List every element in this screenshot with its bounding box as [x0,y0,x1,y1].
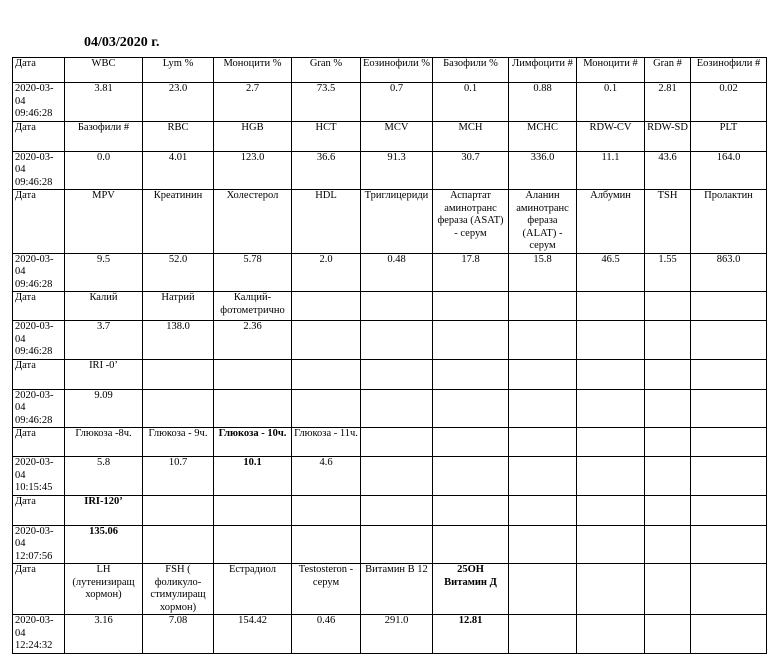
parameter-value-cell [292,321,361,360]
parameter-value-cell [645,457,691,496]
parameter-name-cell: Албумин [577,190,645,254]
parameter-name-cell [143,359,214,389]
parameter-name-cell [577,292,645,321]
parameter-value-cell [433,457,509,496]
parameter-name-cell [577,359,645,389]
parameter-name-cell: HGB [214,121,292,151]
parameter-value-cell: 336.0 [509,151,577,190]
parameter-value-cell [577,389,645,428]
parameter-name-cell: Gran % [292,58,361,83]
parameter-value-cell [577,525,645,564]
parameter-name-cell: Калий [65,292,143,321]
parameter-name-cell: WBC [65,58,143,83]
table-header-row [13,190,767,254]
date-label-cell: Дата [13,495,65,525]
parameter-name-cell [509,359,577,389]
parameter-name-cell [433,428,509,457]
parameter-name-cell [509,564,577,615]
parameter-name-cell [645,495,691,525]
parameter-name-cell: PLT [691,121,767,151]
parameter-name-cell: RBC [143,121,214,151]
parameter-value-cell [691,389,767,428]
date-label-cell: Дата [13,564,65,615]
parameter-value-cell: 23.0 [143,83,214,122]
parameter-value-cell: 4.01 [143,151,214,190]
parameter-value-cell [691,615,767,654]
parameter-name-cell [433,495,509,525]
table-value-row [13,321,767,360]
parameter-value-cell: 30.7 [433,151,509,190]
parameter-value-cell: 0.7 [361,83,433,122]
table-header-row [13,564,767,615]
parameter-value-cell [292,389,361,428]
parameter-name-cell [509,428,577,457]
parameter-name-cell: MCHC [509,121,577,151]
parameter-value-cell: 46.5 [577,253,645,292]
parameter-value-cell [509,525,577,564]
parameter-value-cell [645,389,691,428]
parameter-name-cell [691,428,767,457]
parameter-value-cell: 15.8 [509,253,577,292]
table-header-row [13,58,767,83]
table-value-row [13,151,767,190]
parameter-name-cell: Глюкоза - 10ч. [214,428,292,457]
parameter-value-cell [509,389,577,428]
parameter-value-cell [143,389,214,428]
parameter-name-cell [691,564,767,615]
parameter-value-cell: 7.08 [143,615,214,654]
parameter-name-cell: Креатинин [143,190,214,254]
parameter-value-cell: 43.6 [645,151,691,190]
parameter-value-cell [645,525,691,564]
parameter-name-cell: Витамин В 12 [361,564,433,615]
parameter-value-cell [143,525,214,564]
parameter-name-cell [433,359,509,389]
table-value-row [13,83,767,122]
parameter-value-cell: 12.81 [433,615,509,654]
parameter-name-cell: Еозинофили % [361,58,433,83]
parameter-name-cell [645,564,691,615]
parameter-name-cell: Базофили % [433,58,509,83]
parameter-value-cell: 36.6 [292,151,361,190]
parameter-name-cell: 25ОН Витамин Д [433,564,509,615]
parameter-name-cell: Lym % [143,58,214,83]
parameter-name-cell: Моноцити % [214,58,292,83]
date-label-cell: Дата [13,359,65,389]
date-label-cell: Дата [13,292,65,321]
parameter-name-cell: Глюкоза - 11ч. [292,428,361,457]
parameter-name-cell: IRI-120’ [65,495,143,525]
parameter-value-cell [691,525,767,564]
parameter-value-cell: 9.5 [65,253,143,292]
parameter-value-cell [361,457,433,496]
parameter-name-cell: HDL [292,190,361,254]
parameter-name-cell: Лимфоцити # [509,58,577,83]
parameter-value-cell [645,615,691,654]
parameter-value-cell [361,321,433,360]
date-cell: 2020-03-04 10:15:45 [13,457,65,496]
parameter-value-cell: 2.0 [292,253,361,292]
parameter-value-cell: 164.0 [691,151,767,190]
parameter-value-cell: 2.81 [645,83,691,122]
report-title: 04/03/2020 г. [84,35,160,50]
parameter-name-cell [577,495,645,525]
parameter-value-cell: 0.88 [509,83,577,122]
parameter-value-cell [509,615,577,654]
date-label-cell: Дата [13,428,65,457]
parameter-name-cell [214,495,292,525]
parameter-name-cell: Естрадиол [214,564,292,615]
parameter-value-cell [645,321,691,360]
parameter-value-cell: 11.1 [577,151,645,190]
parameter-name-cell [509,292,577,321]
table-header-row [13,292,767,321]
date-cell: 2020-03-04 09:46:28 [13,321,65,360]
parameter-name-cell [143,495,214,525]
table-value-row [13,457,767,496]
date-label-cell: Дата [13,121,65,151]
parameter-value-cell: 0.1 [433,83,509,122]
parameter-value-cell [361,389,433,428]
parameter-value-cell: 138.0 [143,321,214,360]
parameter-value-cell [292,525,361,564]
parameter-name-cell: Глюкоза - 9ч. [143,428,214,457]
parameter-name-cell [645,359,691,389]
parameter-name-cell [691,495,767,525]
parameter-name-cell [214,359,292,389]
parameter-value-cell: 1.55 [645,253,691,292]
parameter-name-cell [292,495,361,525]
parameter-value-cell: 291.0 [361,615,433,654]
parameter-value-cell: 2.7 [214,83,292,122]
lab-results-table [12,57,767,654]
parameter-value-cell: 10.7 [143,457,214,496]
parameter-value-cell: 0.48 [361,253,433,292]
parameter-value-cell: 17.8 [433,253,509,292]
date-label-cell: Дата [13,58,65,83]
parameter-name-cell [509,495,577,525]
parameter-name-cell: Калций-фотометрично [214,292,292,321]
parameter-value-cell: 123.0 [214,151,292,190]
parameter-value-cell [433,321,509,360]
parameter-value-cell [509,321,577,360]
parameter-value-cell: 154.42 [214,615,292,654]
parameter-name-cell [361,292,433,321]
parameter-value-cell: 135.06 [65,525,143,564]
parameter-name-cell: Аспартат аминотранс фераза (ASAT) - серум [433,190,509,254]
parameter-value-cell: 4.6 [292,457,361,496]
date-label-cell: Дата [13,190,65,254]
parameter-value-cell: 0.46 [292,615,361,654]
parameter-value-cell [361,525,433,564]
date-cell: 2020-03-04 12:07:56 [13,525,65,564]
parameter-value-cell [577,615,645,654]
table-value-row [13,389,767,428]
table-value-row [13,525,767,564]
table-header-row [13,359,767,389]
parameter-value-cell [577,457,645,496]
parameter-name-cell: Gran # [645,58,691,83]
parameter-name-cell: Триглицериди [361,190,433,254]
parameter-name-cell [433,292,509,321]
parameter-name-cell: IRI -0’ [65,359,143,389]
parameter-name-cell: Натрий [143,292,214,321]
parameter-name-cell: Аланин аминотранс фераза (ALAT) - серум [509,190,577,254]
table-header-row [13,121,767,151]
parameter-name-cell [645,292,691,321]
parameter-name-cell: Еозинофили # [691,58,767,83]
parameter-value-cell: 91.3 [361,151,433,190]
parameter-value-cell [433,525,509,564]
parameter-value-cell: 9.09 [65,389,143,428]
parameter-value-cell: 0.02 [691,83,767,122]
parameter-value-cell: 2.36 [214,321,292,360]
parameter-name-cell [645,428,691,457]
parameter-name-cell: LH (лутенизиращ хормон) [65,564,143,615]
parameter-value-cell: 863.0 [691,253,767,292]
parameter-value-cell: 3.81 [65,83,143,122]
parameter-value-cell [214,389,292,428]
parameter-value-cell [509,457,577,496]
table-value-row [13,253,767,292]
parameter-name-cell: TSH [645,190,691,254]
parameter-value-cell [214,525,292,564]
parameter-name-cell [292,292,361,321]
table-header-row [13,428,767,457]
parameter-name-cell: Холестерол [214,190,292,254]
date-cell: 2020-03-04 09:46:28 [13,151,65,190]
parameter-name-cell: MPV [65,190,143,254]
parameter-value-cell: 5.8 [65,457,143,496]
parameter-name-cell [577,428,645,457]
parameter-name-cell [361,428,433,457]
parameter-value-cell: 3.16 [65,615,143,654]
date-cell: 2020-03-04 09:46:28 [13,83,65,122]
parameter-name-cell [577,564,645,615]
parameter-name-cell: Глюкоза -8ч. [65,428,143,457]
parameter-value-cell: 52.0 [143,253,214,292]
parameter-name-cell: Пролактин [691,190,767,254]
parameter-name-cell [691,292,767,321]
parameter-name-cell: MCH [433,121,509,151]
parameter-name-cell [292,359,361,389]
parameter-name-cell: MCV [361,121,433,151]
date-cell: 2020-03-04 09:46:28 [13,389,65,428]
parameter-value-cell: 10.1 [214,457,292,496]
parameter-name-cell: Testosteron - серум [292,564,361,615]
parameter-name-cell [361,495,433,525]
parameter-name-cell [361,359,433,389]
parameter-value-cell: 5.78 [214,253,292,292]
date-cell: 2020-03-04 09:46:28 [13,253,65,292]
parameter-value-cell: 0.0 [65,151,143,190]
parameter-name-cell [691,359,767,389]
parameter-name-cell: FSH ( фоликуло-стимулиращ хормон) [143,564,214,615]
parameter-value-cell [691,321,767,360]
parameter-name-cell: HCT [292,121,361,151]
parameter-name-cell: Моноцити # [577,58,645,83]
parameter-value-cell: 73.5 [292,83,361,122]
parameter-value-cell: 0.1 [577,83,645,122]
parameter-name-cell: RDW-CV [577,121,645,151]
date-cell: 2020-03-04 12:24:32 [13,615,65,654]
parameter-value-cell [433,389,509,428]
table-value-row [13,615,767,654]
parameter-name-cell: RDW-SD [645,121,691,151]
parameter-value-cell [577,321,645,360]
table-header-row [13,495,767,525]
parameter-name-cell: Базофили # [65,121,143,151]
parameter-value-cell [691,457,767,496]
parameter-value-cell: 3.7 [65,321,143,360]
